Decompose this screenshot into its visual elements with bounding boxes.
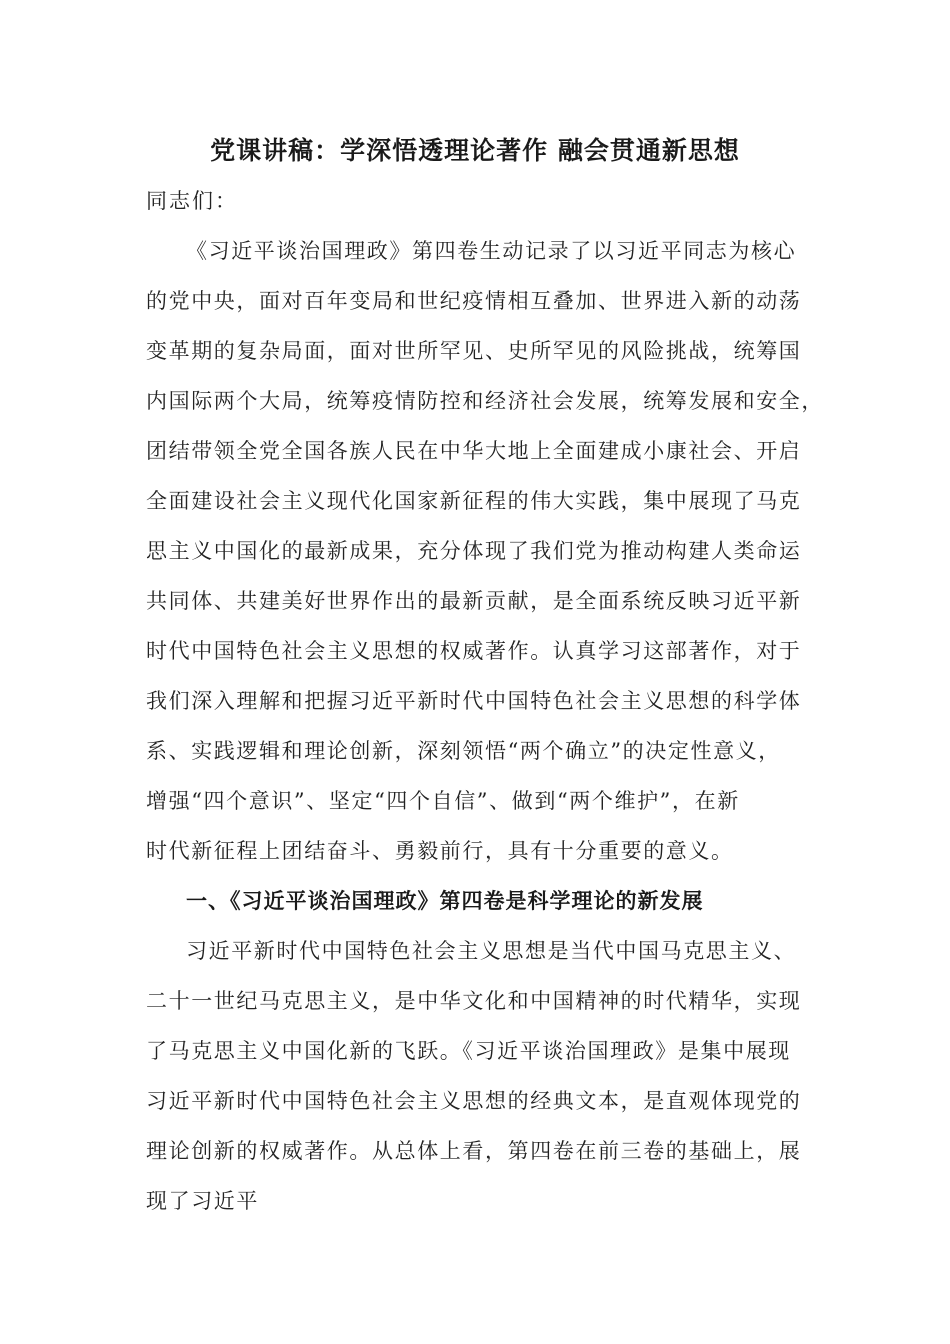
paragraph-line: 《习近平谈治国理政》第四卷生动记录了以习近平同志为核心 <box>186 239 797 263</box>
paragraph-line: 的党中央，面对百年变局和世纪疫情相互叠加、世界进入新的动荡 <box>146 289 802 313</box>
paragraph-line: 全面建设社会主义现代化国家新征程的伟大实践，集中展现了马克 <box>146 489 802 513</box>
paragraph-line: 时代中国特色社会主义思想的权威著作。认真学习这部著作，对于 <box>146 639 802 663</box>
paragraph-line: 了马克思主义中国化新的飞跃。《习近平谈治国理政》是集中展现 <box>146 1039 791 1063</box>
paragraph-line: 理论创新的权威著作。从总体上看，第四卷在前三卷的基础上，展 <box>146 1139 802 1163</box>
paragraph-line: 共同体、共建美好世界作出的最新贡献，是全面系统反映习近平新 <box>146 589 802 613</box>
paragraph-line: 思主义中国化的最新成果，充分体现了我们党为推动构建人类命运 <box>146 539 802 563</box>
paragraph-line: 习近平新时代中国特色社会主义思想是当代中国马克思主义、 <box>186 939 797 963</box>
paragraph-line: 团结带领全党全国各族人民在中华大地上全面建成小康社会、开启 <box>146 439 802 463</box>
paragraph-line: 变革期的复杂局面，面对世所罕见、史所罕见的风险挑战，统筹国 <box>146 339 802 363</box>
paragraph-line: 二十一世纪马克思主义，是中华文化和中国精神的时代精华，实现 <box>146 989 802 1013</box>
paragraph-line: 我们深入理解和把握习近平新时代中国特色社会主义思想的科学体 <box>146 689 802 713</box>
salutation: 同志们： <box>146 189 238 213</box>
paragraph-line: 增强“四个意识”、坚定“四个自信”、做到“两个维护”，在新 <box>146 789 740 813</box>
paragraph-line: 现了习近平 <box>146 1189 259 1213</box>
paragraph-line: 内国际两个大局，统筹疫情防控和经济社会发展，统筹发展和安全， <box>146 389 824 413</box>
document-title: 党课讲稿：学深悟透理论著作 融会贯通新思想 <box>210 136 740 165</box>
paragraph-line: 时代新征程上团结奋斗、勇毅前行，具有十分重要的意义。 <box>146 839 734 863</box>
paragraph-line: 系、实践逻辑和理论创新，深刻领悟“两个确立”的决定性意义， <box>146 739 781 763</box>
paragraph-line: 习近平新时代中国特色社会主义思想的经典文本，是直观体现党的 <box>146 1089 802 1113</box>
section-heading: 一、《习近平谈治国理政》第四卷是科学理论的新发展 <box>186 888 704 913</box>
